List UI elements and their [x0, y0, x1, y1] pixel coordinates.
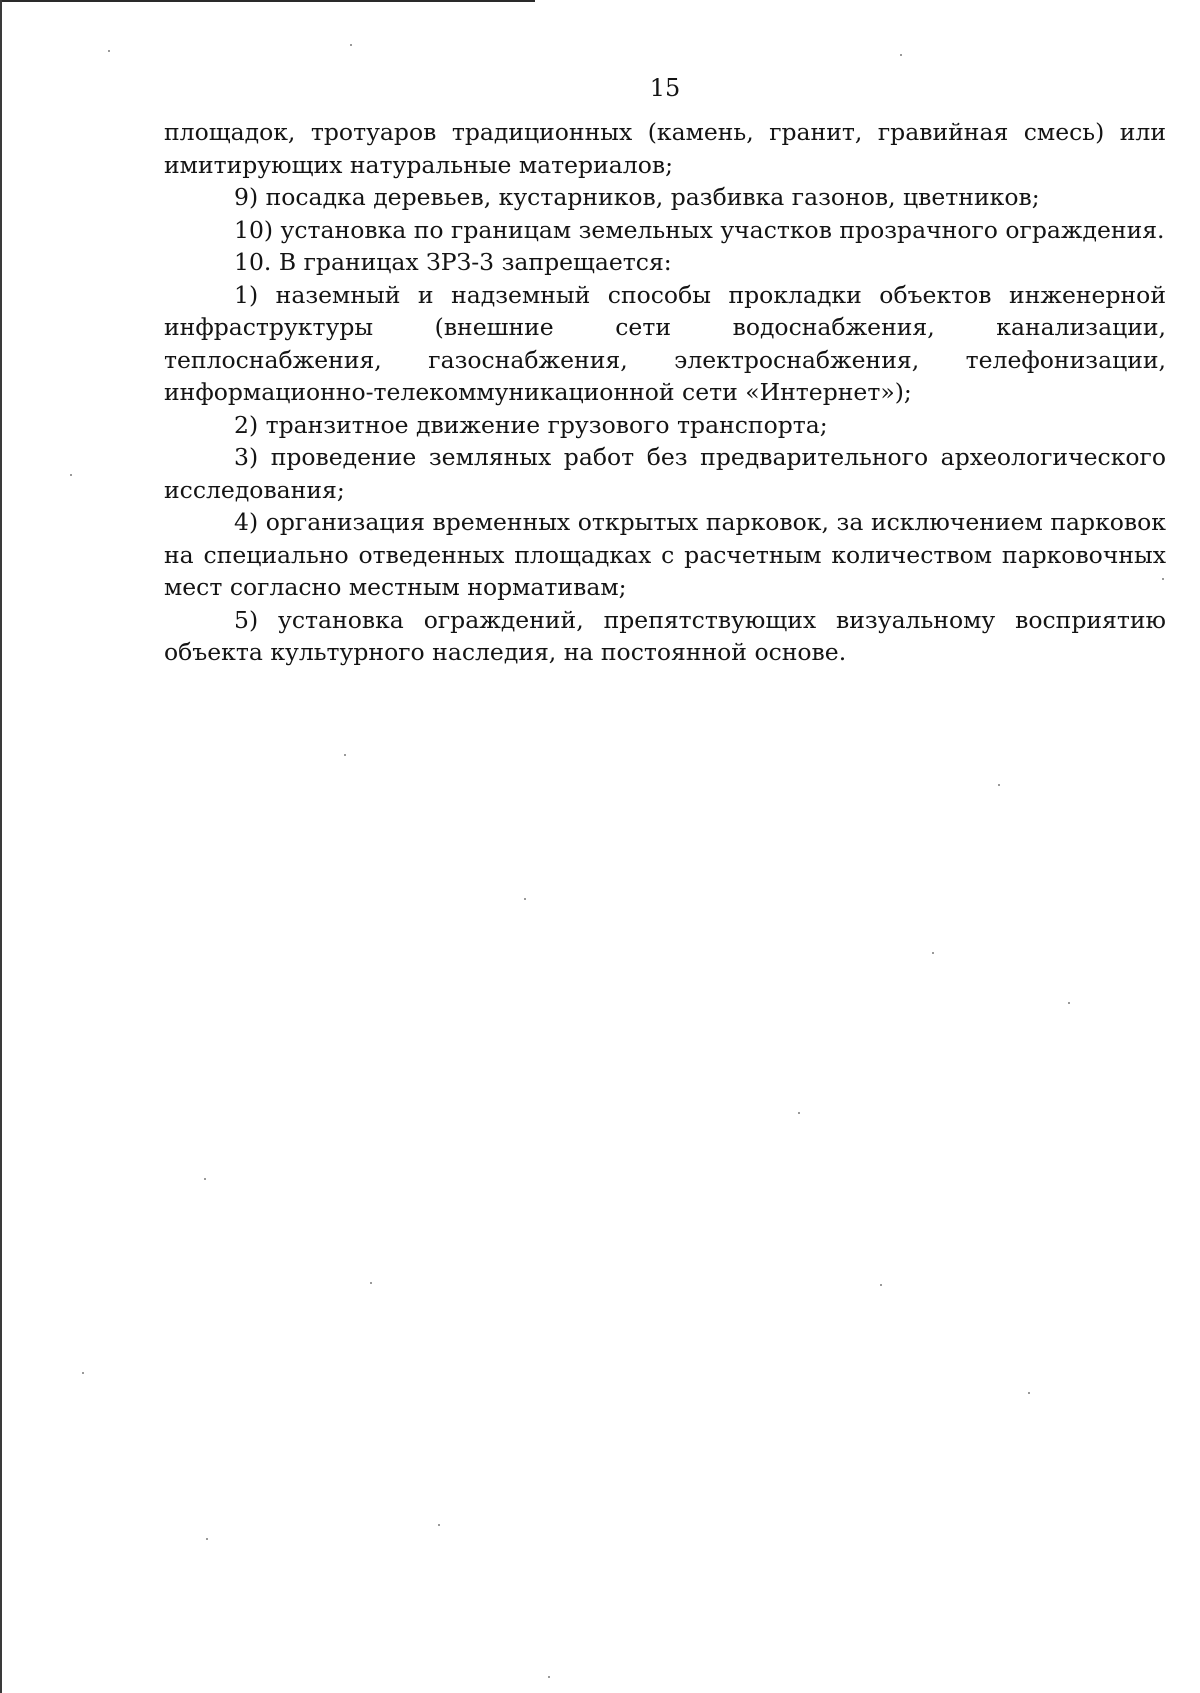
scan-speck [548, 1676, 550, 1678]
scan-speck [932, 952, 934, 954]
scan-speck [524, 898, 526, 900]
scan-edge-top [0, 0, 535, 2]
list-item-5: 5) установка ограждений, препятствующих визуальному восприятию объекта культурного наследия, на постоянной основе. [164, 605, 1166, 666]
scan-speck [798, 1112, 800, 1114]
scan-speck [70, 474, 72, 476]
scan-speck [1162, 578, 1164, 580]
scan-speck [204, 1178, 206, 1180]
scan-edge-left [0, 0, 2, 1693]
scan-speck [900, 54, 902, 56]
scan-speck [344, 754, 346, 756]
scan-speck [108, 50, 110, 52]
page-number: 15 [649, 74, 681, 102]
list-item-1: 1) наземный и надземный способы прокладки объектов инженерной инфраструктуры (внешние сети водоснабжения, канализации, теплоснабжения, газоснабжения, электроснабжения, телефонизации, информационно-телекоммуникационной сети «Интернет»); [164, 280, 1166, 406]
scan-speck [1068, 1002, 1070, 1004]
list-item-3: 3) проведение земляных работ без предварительного археологического исследования; [164, 443, 1166, 504]
paragraph-continuation: площадок, тротуаров традиционных (камень, гранит, гравийная смесь) или имитирующих натуральные материалов; [164, 118, 1166, 179]
scan-speck [350, 44, 352, 46]
scan-speck [1028, 1392, 1030, 1394]
scan-speck [206, 1538, 208, 1540]
list-item-2: 2) транзитное движение грузового транспорта; [234, 410, 828, 439]
scan-speck [998, 784, 1000, 786]
list-item-10: 10) установка по границам земельных участков прозрачного ограждения. [234, 215, 1165, 244]
scan-speck [370, 1282, 372, 1284]
document-body [164, 116, 1166, 669]
list-item-9: 9) посадка деревьев, кустарников, разбивка газонов, цветников; [234, 183, 1040, 211]
list-item-4: 4) организация временных открытых парковок, за исключением парковок на специально отведенных площадках с расчетным количеством парковочных мест согласно местным нормативам; [164, 508, 1166, 601]
section-heading-10: 10. В границах ЗРЗ-3 запрещается: [234, 248, 672, 276]
scan-speck [438, 1524, 440, 1526]
scan-speck [880, 1284, 882, 1286]
scan-speck [82, 1372, 84, 1374]
